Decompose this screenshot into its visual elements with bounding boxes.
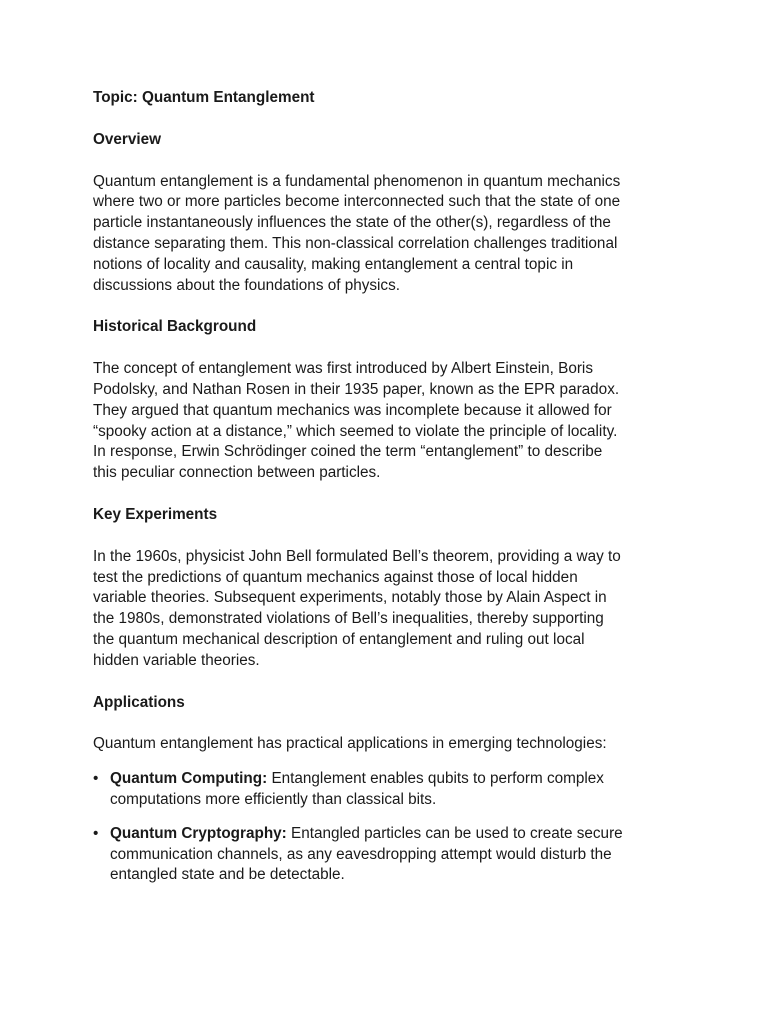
section-heading: Historical Background [93,318,257,336]
text-line: this peculiar connection between particles. [93,464,381,482]
text-line: communication channels, as any eavesdropping attempt would disturb the [110,845,612,863]
text-line: variable theories. Subsequent experiments, notably those by Alain Aspect in [93,589,607,607]
list-item [93,769,683,811]
section-heading: Key Experiments [93,505,218,523]
section-overview [93,130,683,297]
text-line: particle instantaneously influences the state of the other(s), regardless of the [93,214,611,232]
section-paragraph [93,359,683,484]
section-applications [93,693,683,887]
text-line: the 1980s, demonstrated violations of Bell’s inequalities, thereby supporting [93,610,604,628]
section-historical-background [93,317,683,484]
text-line: distance separating them. This non-classical correlation challenges traditional [93,234,618,252]
text-line: Quantum entanglement has practical applications in emerging technologies: [93,735,607,753]
bullet-icon: • [93,824,99,842]
list-item-text: Entanglement enables qubits to perform complex [267,770,604,788]
section-paragraph [93,547,683,672]
text-line: The concept of entanglement was first introduced by Albert Einstein, Boris [93,360,593,378]
list-item-term: Quantum Computing: [110,770,268,788]
list-item-first-line [110,824,683,845]
list-item-term: Quantum Cryptography: [110,824,287,842]
text-line: test the predictions of quantum mechanics against those of local hidden [93,568,578,586]
list-item-text: Entangled particles can be used to create secure [286,824,623,842]
text-line: notions of locality and causality, making entanglement a central topic in [93,255,574,273]
section-heading: Overview [93,130,162,148]
document-title: Topic: Quantum Entanglement [93,89,315,106]
applications-list [93,769,683,886]
text-line: where two or more particles become interconnected such that the state of one [93,193,621,211]
list-item-first-line [110,769,683,790]
document-page [93,88,683,899]
section-heading: Applications [93,693,185,711]
section-paragraph [93,734,683,755]
text-line: In the 1960s, physicist John Bell formulated Bell’s theorem, providing a way to [93,547,621,565]
text-line: computations more efficiently than classical bits. [110,790,437,808]
text-line: Podolsky, and Nathan Rosen in their 1935 paper, known as the EPR paradox. [93,380,620,398]
text-line: They argued that quantum mechanics was incomplete because it allowed for [93,401,612,419]
text-line: hidden variable theories. [93,651,260,669]
text-line: the quantum mechanical description of entanglement and ruling out local [93,630,585,648]
text-line: Quantum entanglement is a fundamental phenomenon in quantum mechanics [93,172,621,190]
section-key-experiments [93,505,683,672]
text-line: entangled state and be detectable. [110,866,345,884]
text-line: “spooky action at a distance,” which seemed to violate the principle of locality. [93,422,618,440]
list-item [93,824,683,886]
bullet-icon: • [93,770,99,788]
text-line: In response, Erwin Schrödinger coined the term “entanglement” to describe [93,443,603,461]
section-paragraph [93,172,683,297]
text-line: discussions about the foundations of physics. [93,276,400,294]
